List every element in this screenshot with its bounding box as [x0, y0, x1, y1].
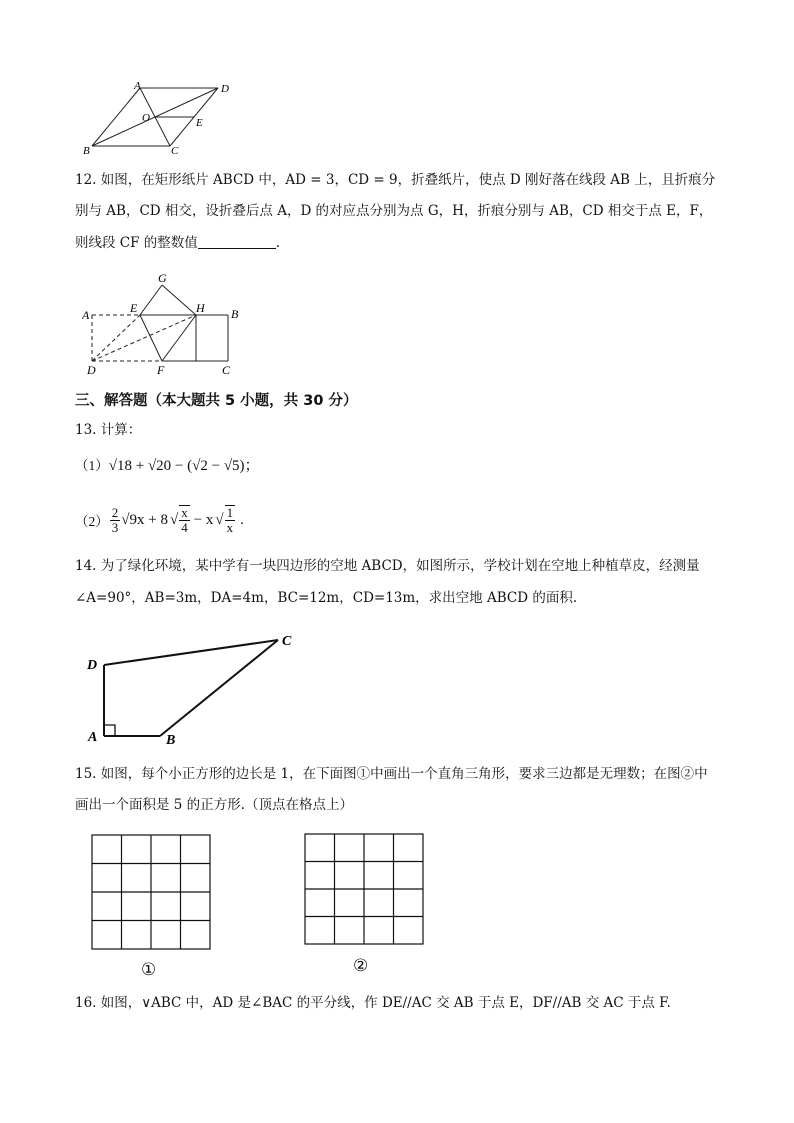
- q12-line1: 12. 如图，在矩形纸片 ABCD 中，AD = 3，CD = 9，折叠纸片，使点 D 刚好落在线段 AB 上，且折痕分: [75, 172, 716, 188]
- label-B: B: [83, 145, 90, 157]
- q13-p2-frac2: $\frac{x}{4}$: [181, 505, 188, 535]
- q12-line2: 别与 AB，CD 相交，设折叠后点 A，D 的对应点分别为点 G，H，折痕分别与 AB，CD 相交于点 E，F，: [75, 203, 713, 219]
- q13-p1-label: （1）: [75, 458, 109, 473]
- grid-2: [304, 833, 426, 947]
- section-title: 三、解答题（本大题共 5 小题，共 30 分）: [75, 393, 358, 409]
- q13-part2: （2） $\frac{2}{3}$ √9x + 8 √ $\frac{x}{4}$ − x √ $\frac{1}{x}$ .: [75, 504, 244, 535]
- q13-p1-expr: √18 + √20 − (√2 − √5)；: [108, 458, 260, 474]
- q13-part1: [75, 454, 260, 475]
- q13-p2-end: .: [240, 511, 244, 528]
- q12-line3-end: .: [275, 235, 281, 251]
- q13-p2-expr-b: − x: [193, 511, 214, 528]
- label-G: G: [158, 271, 167, 285]
- label-F: F: [157, 363, 165, 377]
- q14-line1: 14. 为了绿化环境，某中学有一块四边形的空地 ABCD，如图所示，学校计划在空地上种植草皮，经测量: [75, 558, 700, 574]
- q15-line1: 15. 如图，每个小正方形的边长是 1，在下面图①中画出一个直角三角形，要求三边都是无理数；在图②中: [75, 766, 708, 782]
- q14-line2: ∠A=90°，AB=3m，DA=4m，BC=12m，CD=13m，求出空地 ABCD 的面积.: [75, 590, 578, 606]
- q15-line2: 画出一个面积是 5 的正方形.（顶点在格点上）: [75, 797, 353, 813]
- grid-1: [91, 834, 213, 952]
- fold-figure: [82, 270, 252, 380]
- label-A: A: [134, 80, 141, 92]
- label-C3: C: [282, 634, 292, 649]
- label-E2: E: [130, 301, 138, 315]
- label-D2: D: [87, 363, 96, 377]
- label-D: D: [221, 83, 229, 95]
- label-B2: B: [231, 307, 239, 321]
- grid-2-label: ②: [353, 956, 369, 976]
- q13-p2-expr-a: √9x + 8: [121, 511, 168, 528]
- label-O: O: [142, 112, 150, 124]
- label-A3: A: [88, 730, 98, 745]
- label-D3: D: [87, 658, 98, 673]
- q16-line1: 16. 如图，∨ABC 中，AD 是∠BAC 的平分线，作 DE//AC 交 AB 于点 E，DF//AB 交 AC 于点 F.: [75, 995, 671, 1011]
- label-C2: C: [222, 363, 231, 377]
- label-C: C: [171, 145, 179, 157]
- answer-blank: [198, 234, 276, 249]
- q13-title: 13. 计算：: [75, 422, 142, 438]
- q13-p2-frac1: $\frac{2}{3}$: [111, 504, 119, 535]
- q13-p2-frac3: $\frac{1}{x}$: [226, 505, 234, 535]
- quadrilateral-figure: [82, 628, 312, 748]
- q12-line3: [75, 233, 280, 253]
- label-B3: B: [166, 733, 176, 748]
- q13-p2-label: （2）: [75, 514, 109, 529]
- q12-line3-text: 则线段 CF 的整数值: [75, 235, 198, 251]
- label-E: E: [196, 117, 203, 129]
- label-A2: A: [82, 308, 90, 322]
- parallelogram-figure: [80, 78, 240, 158]
- grid-1-label: ①: [141, 960, 157, 980]
- label-H: H: [196, 301, 205, 315]
